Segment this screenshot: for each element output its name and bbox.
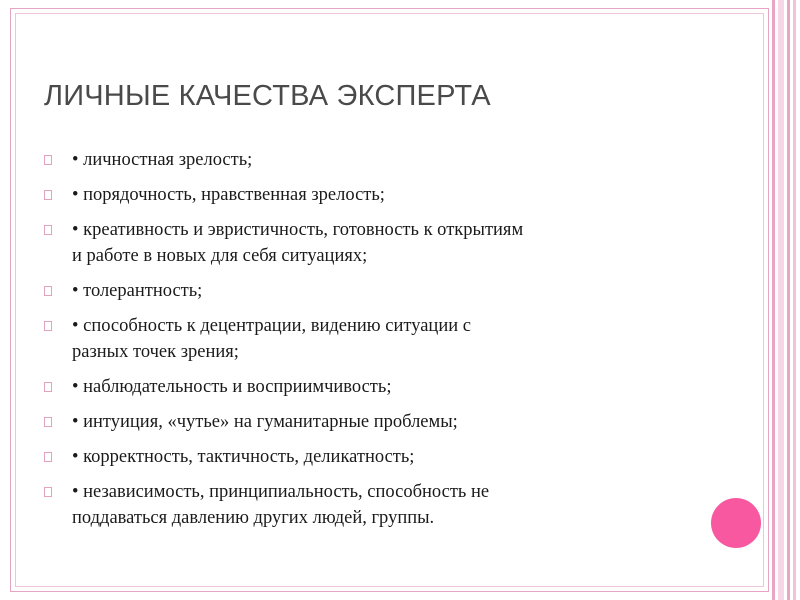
bullet-marker-icon: [44, 286, 52, 296]
list-item-text: • толерантность;: [72, 281, 203, 301]
bullet-marker-icon: [44, 190, 52, 200]
list-item: [44, 409, 694, 435]
list-item-text: • наблюдательность и восприимчивость;: [72, 377, 392, 397]
list-item-text: • корректность, тактичность, деликатность;: [72, 447, 415, 467]
decorative-circle-icon: [711, 498, 761, 548]
decorative-stripe: [793, 0, 796, 600]
bullet-marker-icon: [44, 321, 52, 331]
list-item: [44, 313, 694, 365]
decorative-stripe: [787, 0, 790, 600]
decorative-stripe: [772, 0, 775, 600]
bullet-marker-icon: [44, 382, 52, 392]
list-item-text: • креативность и эвристичность, готовность к открытиям: [72, 220, 524, 240]
bullet-marker-icon: [44, 487, 52, 497]
list-item-text: и работе в новых для себя ситуациях;: [72, 246, 368, 266]
bullet-marker-icon: [44, 452, 52, 462]
list-item: [44, 374, 694, 400]
list-item-text: • интуиция, «чутье» на гуманитарные проблемы;: [72, 412, 458, 432]
list-item: [44, 278, 694, 304]
list-item-text: • личностная зрелость;: [72, 150, 253, 170]
list-item: [44, 182, 694, 208]
list-item-text: поддаваться давлению других людей, группы.: [72, 508, 435, 528]
slide-title: ЛИЧНЫЕ КАЧЕСТВА ЭКСПЕРТА: [44, 80, 491, 112]
bullet-list: [44, 147, 694, 540]
bullet-marker-icon: [44, 417, 52, 427]
list-item: [44, 479, 694, 531]
bullet-marker-icon: [44, 155, 52, 165]
bullet-marker-icon: [44, 225, 52, 235]
list-item-text: разных точек зрения;: [72, 342, 239, 362]
list-item: [44, 217, 694, 269]
list-item-text: • порядочность, нравственная зрелость;: [72, 185, 385, 205]
list-item: [44, 147, 694, 173]
list-item-text: • независимость, принципиальность, способность не: [72, 482, 490, 502]
decorative-stripe: [778, 0, 784, 600]
list-item-text: • способность к децентрации, видению ситуации с: [72, 316, 471, 336]
list-item: [44, 444, 694, 470]
